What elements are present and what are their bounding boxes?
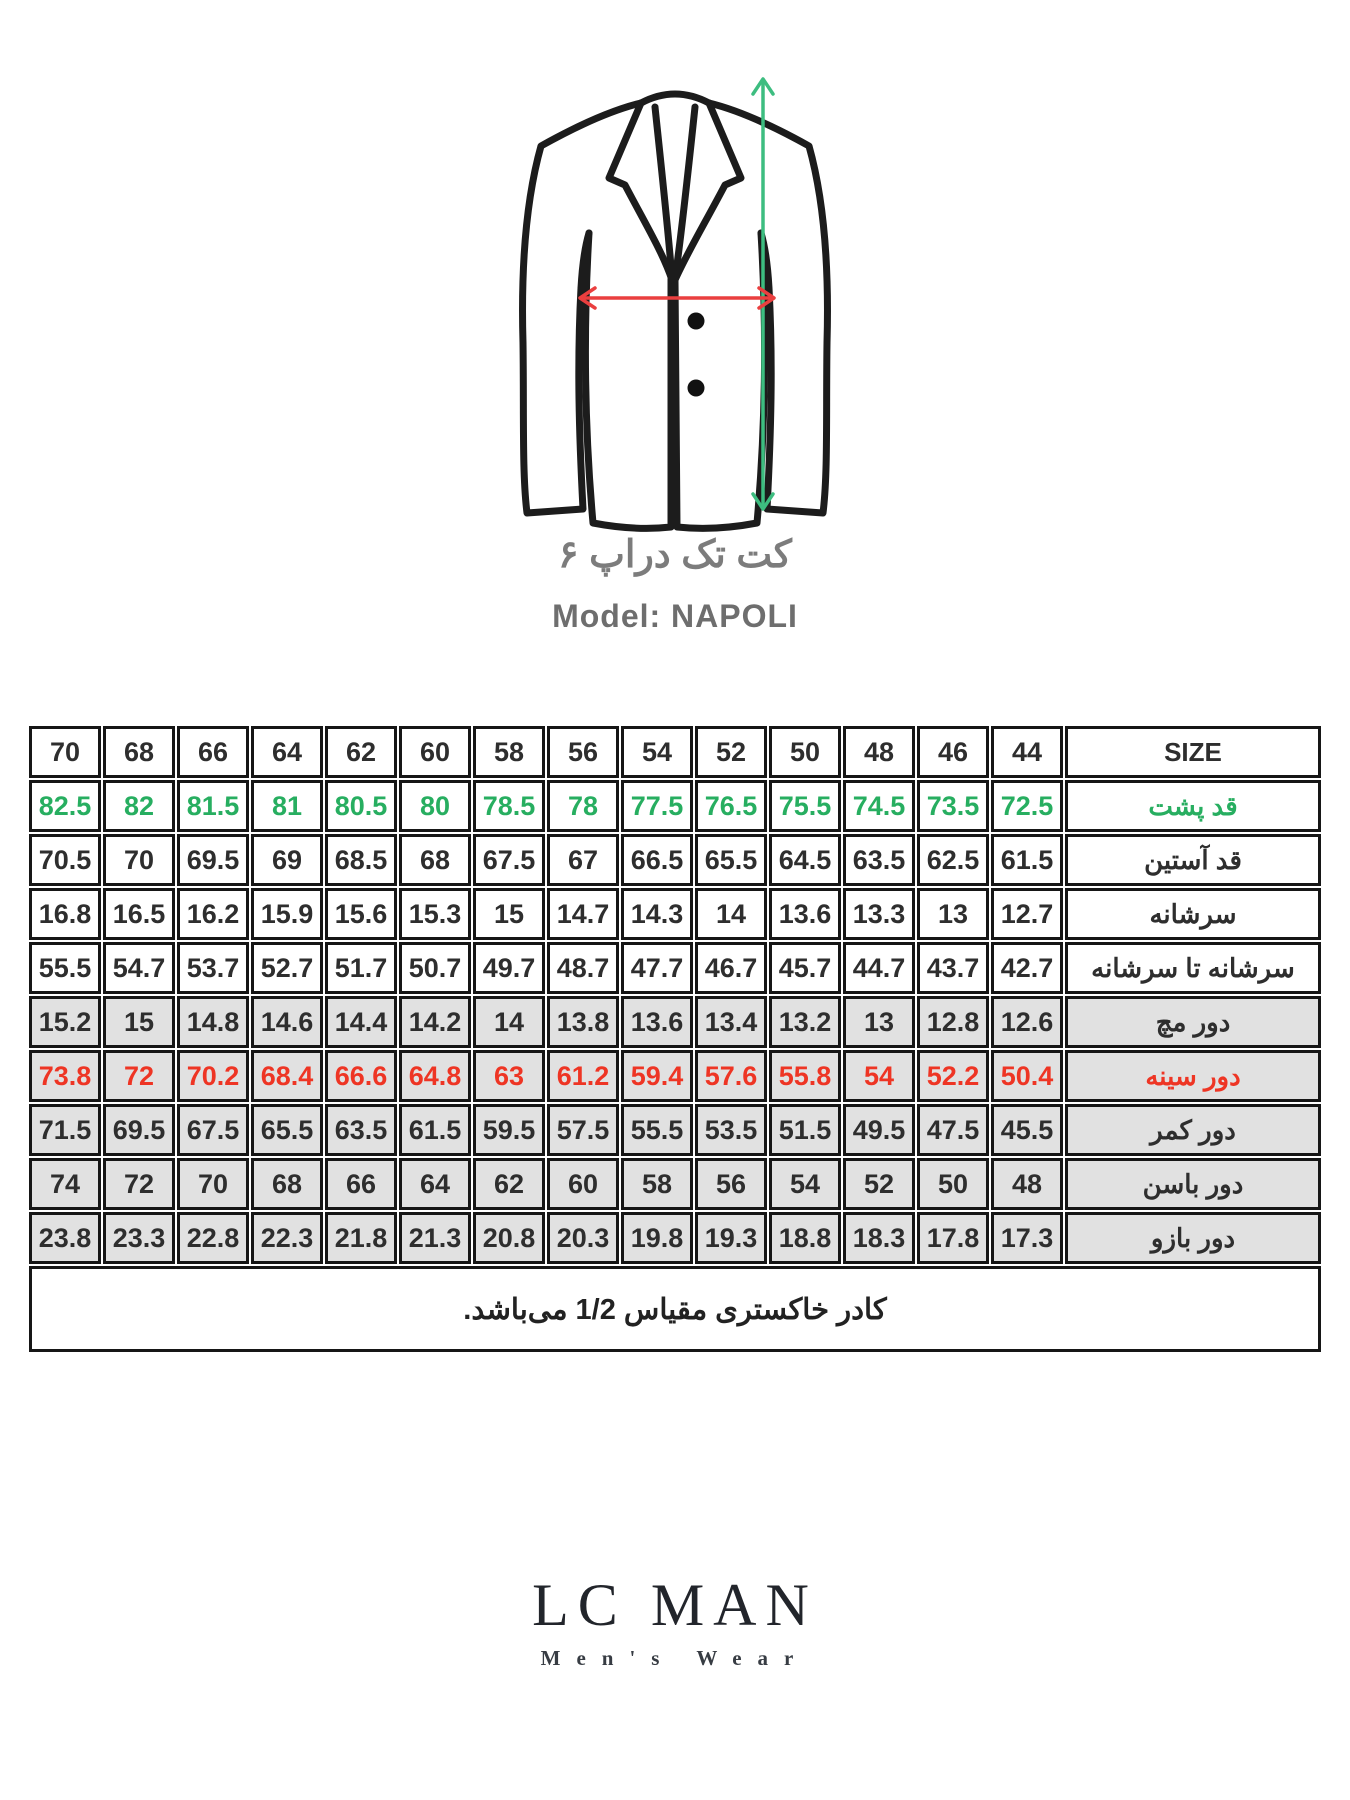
size-header-cell: 44 xyxy=(991,726,1063,778)
measurement-row xyxy=(29,1212,1321,1264)
value-cell: 23.8 xyxy=(29,1212,101,1264)
value-cell: 64.8 xyxy=(399,1050,471,1102)
footer-note-row xyxy=(29,1266,1321,1352)
value-cell: 19.3 xyxy=(695,1212,767,1264)
value-cell: 13.4 xyxy=(695,996,767,1048)
value-cell: 51.5 xyxy=(769,1104,841,1156)
value-cell: 78 xyxy=(547,780,619,832)
size-header-cell: 64 xyxy=(251,726,323,778)
value-cell: 61.5 xyxy=(399,1104,471,1156)
value-cell: 48.7 xyxy=(547,942,619,994)
value-cell: 68.4 xyxy=(251,1050,323,1102)
value-cell: 66.6 xyxy=(325,1050,397,1102)
value-cell: 21.3 xyxy=(399,1212,471,1264)
row-label: قد پشت xyxy=(1065,780,1321,832)
value-cell: 15 xyxy=(103,996,175,1048)
value-cell: 57.5 xyxy=(547,1104,619,1156)
value-cell: 16.5 xyxy=(103,888,175,940)
size-header-cell: 60 xyxy=(399,726,471,778)
value-cell: 17.8 xyxy=(917,1212,989,1264)
value-cell: 48 xyxy=(991,1158,1063,1210)
table-head xyxy=(29,726,1321,778)
size-header-cell: 56 xyxy=(547,726,619,778)
model-name: Model: NAPOLI xyxy=(552,598,798,634)
value-cell: 64 xyxy=(399,1158,471,1210)
value-cell: 12.7 xyxy=(991,888,1063,940)
size-header-cell: 62 xyxy=(325,726,397,778)
value-cell: 51.7 xyxy=(325,942,397,994)
footer-note: کادر خاکستری مقیاس 1/2 می‌باشد. xyxy=(29,1266,1321,1352)
value-cell: 67 xyxy=(547,834,619,886)
brand-subtitle: Men's Wear xyxy=(540,1646,810,1670)
size-header-row xyxy=(29,726,1321,778)
value-cell: 50.7 xyxy=(399,942,471,994)
size-header-cell: 70 xyxy=(29,726,101,778)
measurement-row xyxy=(29,1104,1321,1156)
measurement-row xyxy=(29,834,1321,886)
measurement-row xyxy=(29,780,1321,832)
value-cell: 46.7 xyxy=(695,942,767,994)
size-header-cell: 46 xyxy=(917,726,989,778)
table-body xyxy=(29,780,1321,1352)
value-cell: 14.7 xyxy=(547,888,619,940)
value-cell: 20.8 xyxy=(473,1212,545,1264)
value-cell: 49.5 xyxy=(843,1104,915,1156)
value-cell: 68.5 xyxy=(325,834,397,886)
value-cell: 63.5 xyxy=(325,1104,397,1156)
value-cell: 81.5 xyxy=(177,780,249,832)
value-cell: 77.5 xyxy=(621,780,693,832)
value-cell: 14.6 xyxy=(251,996,323,1048)
value-cell: 14 xyxy=(695,888,767,940)
value-cell: 63 xyxy=(473,1050,545,1102)
value-cell: 54 xyxy=(843,1050,915,1102)
value-cell: 66.5 xyxy=(621,834,693,886)
value-cell: 69.5 xyxy=(103,1104,175,1156)
value-cell: 20.3 xyxy=(547,1212,619,1264)
value-cell: 56 xyxy=(695,1158,767,1210)
value-cell: 70.2 xyxy=(177,1050,249,1102)
value-cell: 15.9 xyxy=(251,888,323,940)
value-cell: 15.3 xyxy=(399,888,471,940)
measurement-row xyxy=(29,1158,1321,1210)
brand-name: LC MAN xyxy=(532,1572,818,1638)
size-header-cell: 50 xyxy=(769,726,841,778)
value-cell: 19.8 xyxy=(621,1212,693,1264)
size-header-cell: 68 xyxy=(103,726,175,778)
value-cell: 73.8 xyxy=(29,1050,101,1102)
jacket-diagram xyxy=(505,72,845,534)
value-cell: 52.2 xyxy=(917,1050,989,1102)
value-cell: 82.5 xyxy=(29,780,101,832)
value-cell: 13.2 xyxy=(769,996,841,1048)
measurement-row xyxy=(29,888,1321,940)
row-label: دور کمر xyxy=(1065,1104,1321,1156)
row-label: قد آستین xyxy=(1065,834,1321,886)
measurement-row xyxy=(29,942,1321,994)
value-cell: 13.3 xyxy=(843,888,915,940)
value-cell: 13 xyxy=(917,888,989,940)
value-cell: 74.5 xyxy=(843,780,915,832)
value-cell: 12.8 xyxy=(917,996,989,1048)
value-cell: 68 xyxy=(251,1158,323,1210)
jacket-outline xyxy=(523,94,828,528)
value-cell: 21.8 xyxy=(325,1212,397,1264)
value-cell: 73.5 xyxy=(917,780,989,832)
jacket-illustration xyxy=(505,72,845,534)
value-cell: 60 xyxy=(547,1158,619,1210)
value-cell: 82 xyxy=(103,780,175,832)
size-header-cell: 66 xyxy=(177,726,249,778)
value-cell: 64.5 xyxy=(769,834,841,886)
value-cell: 14.4 xyxy=(325,996,397,1048)
row-label: سرشانه xyxy=(1065,888,1321,940)
value-cell: 50.4 xyxy=(991,1050,1063,1102)
value-cell: 57.6 xyxy=(695,1050,767,1102)
size-header-cell: 52 xyxy=(695,726,767,778)
brand-logo xyxy=(0,1572,1350,1671)
value-cell: 68 xyxy=(399,834,471,886)
value-cell: 14.3 xyxy=(621,888,693,940)
value-cell: 54.7 xyxy=(103,942,175,994)
jacket-button-bottom xyxy=(688,380,705,397)
value-cell: 16.8 xyxy=(29,888,101,940)
value-cell: 55.8 xyxy=(769,1050,841,1102)
value-cell: 15.2 xyxy=(29,996,101,1048)
value-cell: 52 xyxy=(843,1158,915,1210)
value-cell: 65.5 xyxy=(251,1104,323,1156)
value-cell: 13.8 xyxy=(547,996,619,1048)
value-cell: 61.5 xyxy=(991,834,1063,886)
value-cell: 14 xyxy=(473,996,545,1048)
value-cell: 53.7 xyxy=(177,942,249,994)
measurement-row xyxy=(29,1050,1321,1102)
value-cell: 45.5 xyxy=(991,1104,1063,1156)
value-cell: 80 xyxy=(399,780,471,832)
value-cell: 72 xyxy=(103,1158,175,1210)
value-cell: 59.4 xyxy=(621,1050,693,1102)
value-cell: 78.5 xyxy=(473,780,545,832)
row-label: دور سینه xyxy=(1065,1050,1321,1102)
value-cell: 67.5 xyxy=(177,1104,249,1156)
value-cell: 15 xyxy=(473,888,545,940)
value-cell: 70 xyxy=(177,1158,249,1210)
value-cell: 74 xyxy=(29,1158,101,1210)
value-cell: 62.5 xyxy=(917,834,989,886)
value-cell: 23.3 xyxy=(103,1212,175,1264)
value-cell: 67.5 xyxy=(473,834,545,886)
value-cell: 42.7 xyxy=(991,942,1063,994)
value-cell: 65.5 xyxy=(695,834,767,886)
value-cell: 75.5 xyxy=(769,780,841,832)
value-cell: 18.3 xyxy=(843,1212,915,1264)
value-cell: 22.8 xyxy=(177,1212,249,1264)
value-cell: 17.3 xyxy=(991,1212,1063,1264)
row-label: دور مچ xyxy=(1065,996,1321,1048)
size-header-cell: 48 xyxy=(843,726,915,778)
value-cell: 47.7 xyxy=(621,942,693,994)
value-cell: 71.5 xyxy=(29,1104,101,1156)
size-header-label: SIZE xyxy=(1065,726,1321,778)
value-cell: 54 xyxy=(769,1158,841,1210)
value-cell: 52.7 xyxy=(251,942,323,994)
value-cell: 53.5 xyxy=(695,1104,767,1156)
size-chart xyxy=(27,724,1323,1354)
value-cell: 43.7 xyxy=(917,942,989,994)
value-cell: 66 xyxy=(325,1158,397,1210)
measurement-row xyxy=(29,996,1321,1048)
value-cell: 22.3 xyxy=(251,1212,323,1264)
value-cell: 58 xyxy=(621,1158,693,1210)
value-cell: 69 xyxy=(251,834,323,886)
value-cell: 69.5 xyxy=(177,834,249,886)
size-chart-table xyxy=(27,724,1323,1354)
value-cell: 44.7 xyxy=(843,942,915,994)
value-cell: 63.5 xyxy=(843,834,915,886)
size-header-cell: 54 xyxy=(621,726,693,778)
value-cell: 14.8 xyxy=(177,996,249,1048)
value-cell: 15.6 xyxy=(325,888,397,940)
value-cell: 13.6 xyxy=(621,996,693,1048)
value-cell: 70 xyxy=(103,834,175,886)
value-cell: 55.5 xyxy=(29,942,101,994)
value-cell: 13 xyxy=(843,996,915,1048)
row-label: دور باسن xyxy=(1065,1158,1321,1210)
value-cell: 70.5 xyxy=(29,834,101,886)
product-title: کت تک دراپ ۶ xyxy=(558,534,792,576)
value-cell: 49.7 xyxy=(473,942,545,994)
value-cell: 12.6 xyxy=(991,996,1063,1048)
value-cell: 14.2 xyxy=(399,996,471,1048)
value-cell: 76.5 xyxy=(695,780,767,832)
jacket-button-top xyxy=(688,313,705,330)
row-label: دور بازو xyxy=(1065,1212,1321,1264)
value-cell: 62 xyxy=(473,1158,545,1210)
value-cell: 13.6 xyxy=(769,888,841,940)
row-label: سرشانه تا سرشانه xyxy=(1065,942,1321,994)
value-cell: 45.7 xyxy=(769,942,841,994)
value-cell: 47.5 xyxy=(917,1104,989,1156)
value-cell: 72.5 xyxy=(991,780,1063,832)
value-cell: 81 xyxy=(251,780,323,832)
value-cell: 80.5 xyxy=(325,780,397,832)
value-cell: 18.8 xyxy=(769,1212,841,1264)
value-cell: 16.2 xyxy=(177,888,249,940)
value-cell: 72 xyxy=(103,1050,175,1102)
size-header-cell: 58 xyxy=(473,726,545,778)
value-cell: 55.5 xyxy=(621,1104,693,1156)
value-cell: 50 xyxy=(917,1158,989,1210)
value-cell: 59.5 xyxy=(473,1104,545,1156)
value-cell: 61.2 xyxy=(547,1050,619,1102)
